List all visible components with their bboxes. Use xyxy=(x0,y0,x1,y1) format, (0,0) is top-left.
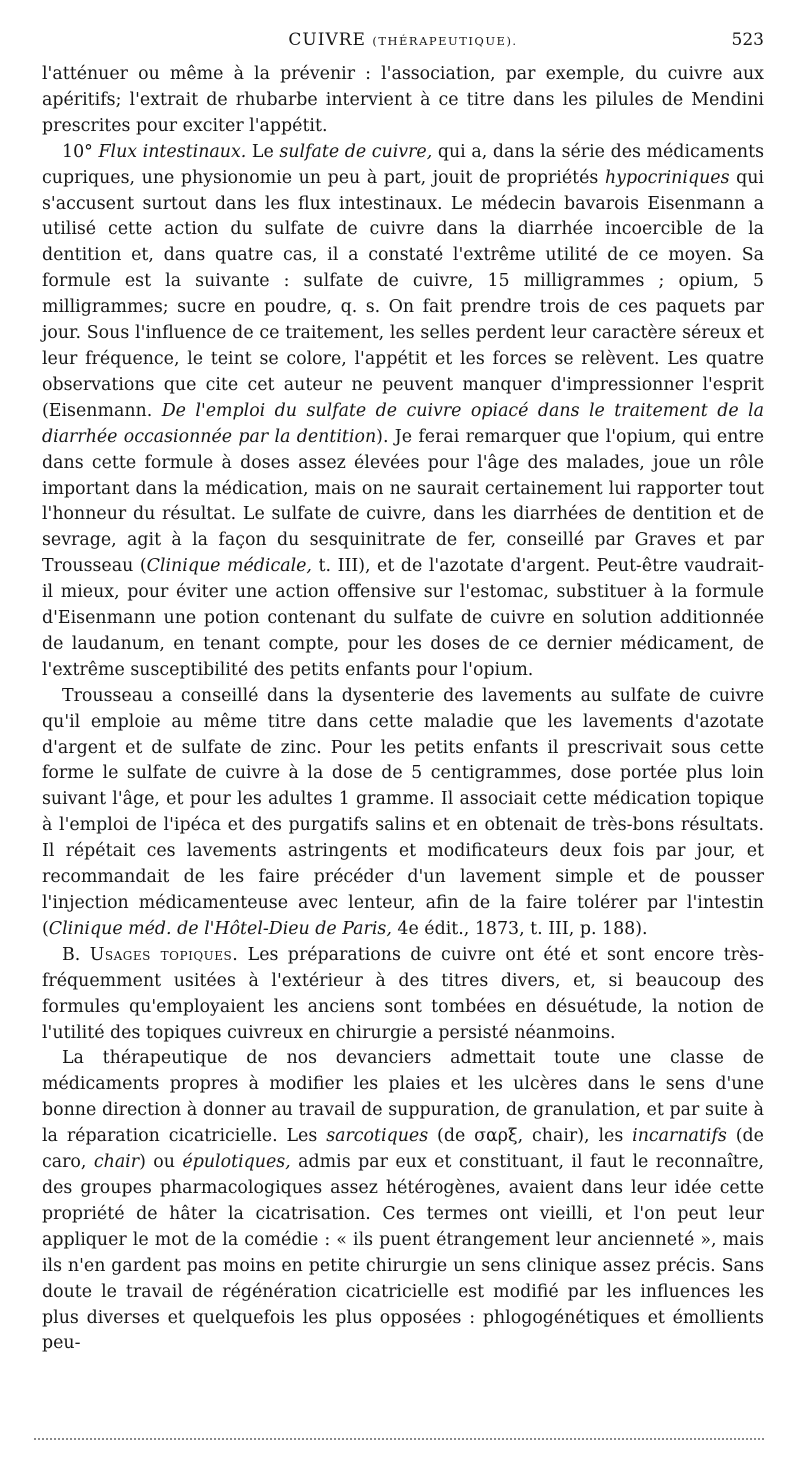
italic-term: chair xyxy=(93,1152,140,1173)
italic-term: sulfate de cuivre, xyxy=(279,141,433,162)
section-heading: Flux intestinaux. xyxy=(98,141,247,162)
text-run: ) ou xyxy=(139,1152,175,1173)
text-run: qui s'accusent surtout dans les flux intestinaux. Le médecin bavarois Eisenmann a utilisé cette action du sulfate de cuivre dans la diarrhée incoercible de la dentition et, dans quatre cas, il a constaté l'extrême utilité de ce moyen. Sa formule est la suivante : sulfate de cuivre, 15 milligrammes ; opium, 5 milligrammes; sucre en poudre, q. s. On fait prendre trois de ces paquets par jour. Sous l'influence de ce traitement, les selles perdent leur caractère séreux et leur fréquence, le teint se colore, l'appétit et les forces se relèvent. Les quatre observations que cite cet auteur ne peuvent manquer d'impressionner l'esprit (Eisenmann. xyxy=(42,167,764,421)
italic-term: hypocriniques xyxy=(604,167,730,188)
text-run: 4e édit., 1873, t. III, p. 188). xyxy=(397,918,648,939)
text-run: qui a, dans la série des médicaments cupriques, une physionomie un peu à part, jouit de propriétés xyxy=(42,141,765,188)
italic-term: épulotiques, xyxy=(182,1152,291,1173)
paragraph-trousseau xyxy=(42,684,764,943)
book-page xyxy=(42,30,764,1357)
text-run: admis par eux et constituant, il faut le reconnaître, des groupes pharmacologiques assez hétérogènes, avaient dans leur idée cette propriété de hâter la cicatrisation. Ces termes ont vieilli, et l'on peut leur appliquer le mot de la comédie : « ils puent étrangement leur ancienneté », mais ils n'en gardent pas moins en petite chirurgie un sens clinique assez précis. Sans doute le travail de régénération cicatricielle est modifié par les influences les plus diverses et quelquefois les plus opposées : phlogogénétiques et émollients peu- xyxy=(42,1152,765,1354)
page-number: 523 xyxy=(731,30,764,50)
text-run: Le xyxy=(251,141,274,162)
paragraph-usages-topiques xyxy=(42,943,764,1047)
body-text xyxy=(42,62,764,1357)
text-run: (de caro, xyxy=(42,1126,764,1173)
running-title xyxy=(42,30,764,50)
citation-title: Clinique médicale, xyxy=(146,556,312,577)
running-title-main: CUIVRE xyxy=(288,30,366,50)
paragraph-therapeutique xyxy=(42,1046,764,1357)
paragraph-continuation: l'atténuer ou même à la prévenir : l'association, par exemple, du cuivre aux apéritifs; l'extrait de rhubarbe intervient à ce titre dans les pilules de Mendini prescrites pour exciter l'appétit. xyxy=(42,64,764,136)
footer-rule xyxy=(34,1438,764,1440)
citation-title: De l'emploi du sulfate de cuivre opiacé dans le traitement de la diarrhée occasionnée par la dentition xyxy=(42,400,764,447)
italic-term: sarcotiques xyxy=(326,1126,429,1147)
paragraph-flux-intestinaux xyxy=(42,140,764,684)
section-number: 10° xyxy=(62,141,93,162)
text-run: La thérapeutique de nos devanciers admettait toute une classe de médicaments propres à modifier les plaies et les ulcères dans le sens d'une bonne direction à donner au travail de suppuration, de granulation, et par suite à la réparation cicatricielle. Les xyxy=(42,1048,764,1147)
text-run: ). Je ferai remarquer que l'opium, qui entre dans cette formule à doses assez élevées pour l'âge des malades, joue un rôle important dans la médication, mais on ne saurait certainement lui rapporter tout l'honneur du résultat. Le sulfate de cuivre, dans les diarrhées de dentition et de sevrage, agit à la façon du sesquinitrate de fer, conseillé par Graves et par Trousseau ( xyxy=(42,426,764,577)
running-title-sub: (THÉRAPEUTIQUE). xyxy=(372,34,518,48)
running-head xyxy=(42,30,764,54)
text-run: t. III), et de l'azotate d'argent. Peut-être vaudrait-il mieux, pour éviter une action offensive sur l'estomac, substituer à la formule d'Eisenmann une potion contenant du sulfate de cuivre en solution additionnée de laudanum, en tenant compte, pour les doses de ce dernier médicament, de l'extrême susceptibilité des petits enfants pour l'opium. xyxy=(42,556,764,680)
text-run: Trousseau a conseillé dans la dysenterie des lavements au sulfate de cuivre qu'il emploie au même titre dans cette maladie que les lavements d'azotate d'argent et de sulfate de zinc. Pour les petits enfants il prescrivait sous cette forme le sulfate de cuivre à la dose de 5 centigrammes, dose portée plus loin suivant l'âge, et pour les adultes 1 gramme. Il associait cette médication topique à l'emploi de l'ipéca et des purgatifs salins et en obtenait de très-bons résultats. Il répétait ces lavements astringents et modificateurs deux fois par jour, et recommandait de les faire précéder d'un lavement simple et de pousser l'injection médicamenteuse avec lenteur, afin de la faire tolérer par l'intestin ( xyxy=(42,685,764,939)
section-heading: Usages topiques. xyxy=(89,944,239,965)
text-run: Les préparations de cuivre ont été et sont encore très-fréquemment usitées à l'extérieur à des titres divers, et, si beaucoup des formules qu'employaient les anciens sont tombées en désuétude, la notion de l'utilité des topiques cuivreux en chirurgie a persisté néanmoins. xyxy=(42,944,764,1043)
italic-term: incarnatifs xyxy=(632,1126,727,1147)
citation-title: Clinique méd. de l'Hôtel-Dieu de Paris, xyxy=(48,918,392,939)
section-letter: B. xyxy=(62,944,81,965)
text-run: (de σαρξ, chair), les xyxy=(437,1126,624,1147)
